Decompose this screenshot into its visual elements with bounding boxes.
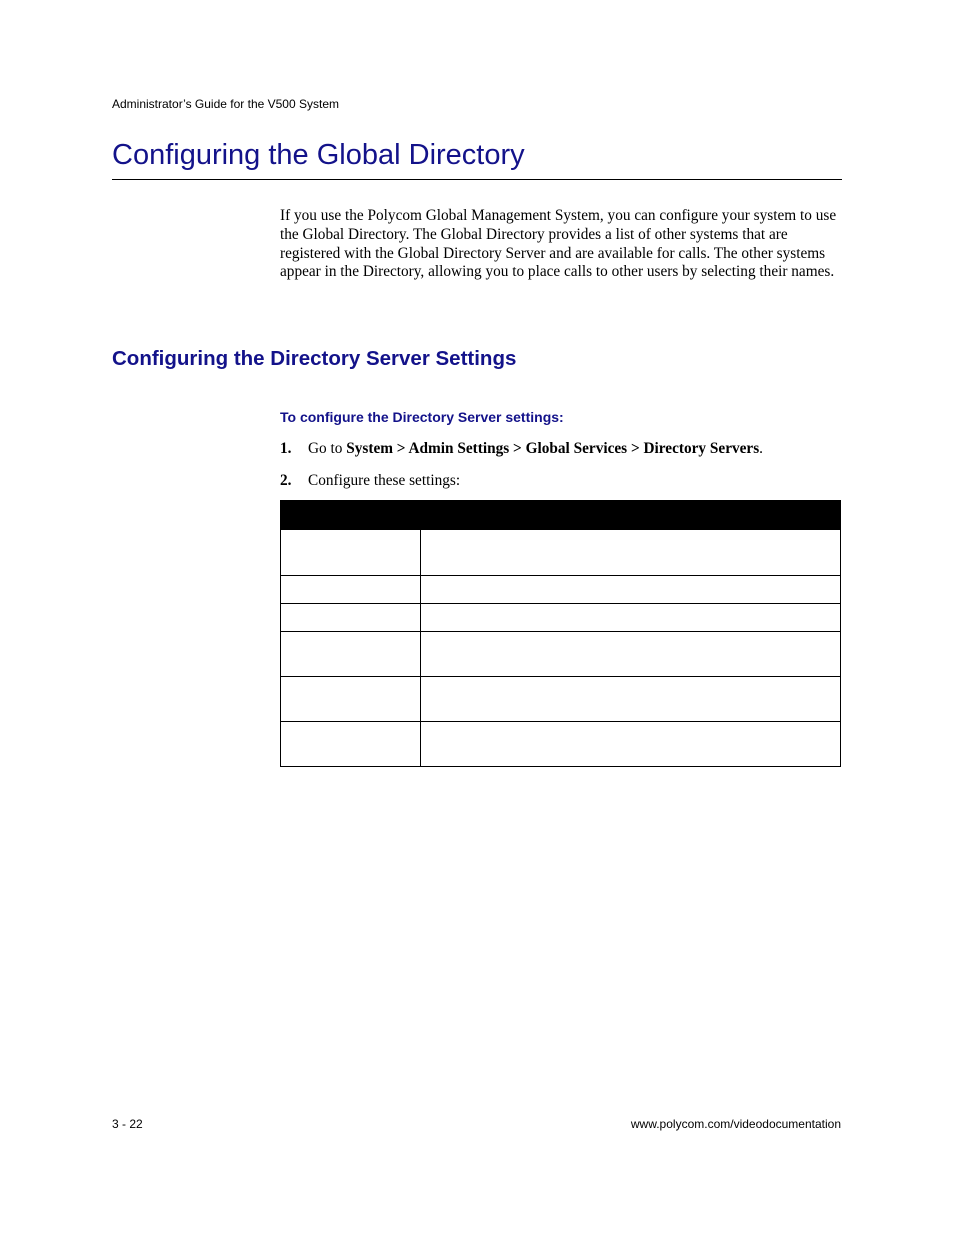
page-number: 3 - 22	[112, 1117, 143, 1131]
step-prefix: Go to	[308, 440, 347, 457]
step-1	[280, 439, 763, 458]
table-cell	[421, 530, 841, 576]
table-header-row	[281, 501, 841, 530]
page-title: Configuring the Global Directory	[112, 139, 525, 171]
title-divider	[112, 179, 842, 180]
intro-paragraph: If you use the Polycom Global Management System, you can configure your system to use the Global Directory. The Global Directory provides a list of other systems that are registered with the Global Directory Server and are available for calls. The other systems appear in the Directory, allowing you to place calls to other users by selecting their names.	[280, 207, 837, 281]
table-row	[281, 677, 841, 722]
table-cell	[281, 722, 421, 767]
table-cell	[281, 604, 421, 632]
table-row	[281, 722, 841, 767]
step-suffix: .	[759, 440, 763, 457]
step-text: Configure these settings:	[308, 472, 461, 489]
table-row	[281, 576, 841, 604]
table-cell	[421, 604, 841, 632]
table-cell	[281, 530, 421, 576]
table-cell	[281, 576, 421, 604]
menu-path: System > Admin Settings > Global Services > Directory Servers	[346, 440, 760, 457]
table-cell	[421, 576, 841, 604]
step-number: 2.	[280, 472, 292, 489]
table-cell	[281, 632, 421, 677]
table-header-cell	[281, 501, 421, 530]
table-row	[281, 604, 841, 632]
table-cell	[421, 632, 841, 677]
settings-table	[280, 500, 841, 767]
procedure-heading: To configure the Directory Server settings:	[280, 409, 564, 425]
table-row	[281, 530, 841, 576]
section-heading: Configuring the Directory Server Settings	[112, 347, 517, 370]
table-cell	[421, 722, 841, 767]
step-number: 1.	[280, 440, 292, 457]
step-2	[280, 471, 460, 490]
table-cell	[281, 677, 421, 722]
running-header: Administrator’s Guide for the V500 System	[112, 97, 339, 111]
table-header-cell	[421, 501, 841, 530]
table-row	[281, 632, 841, 677]
table-cell	[421, 677, 841, 722]
footer-url: www.polycom.com/videodocumentation	[630, 1117, 841, 1131]
